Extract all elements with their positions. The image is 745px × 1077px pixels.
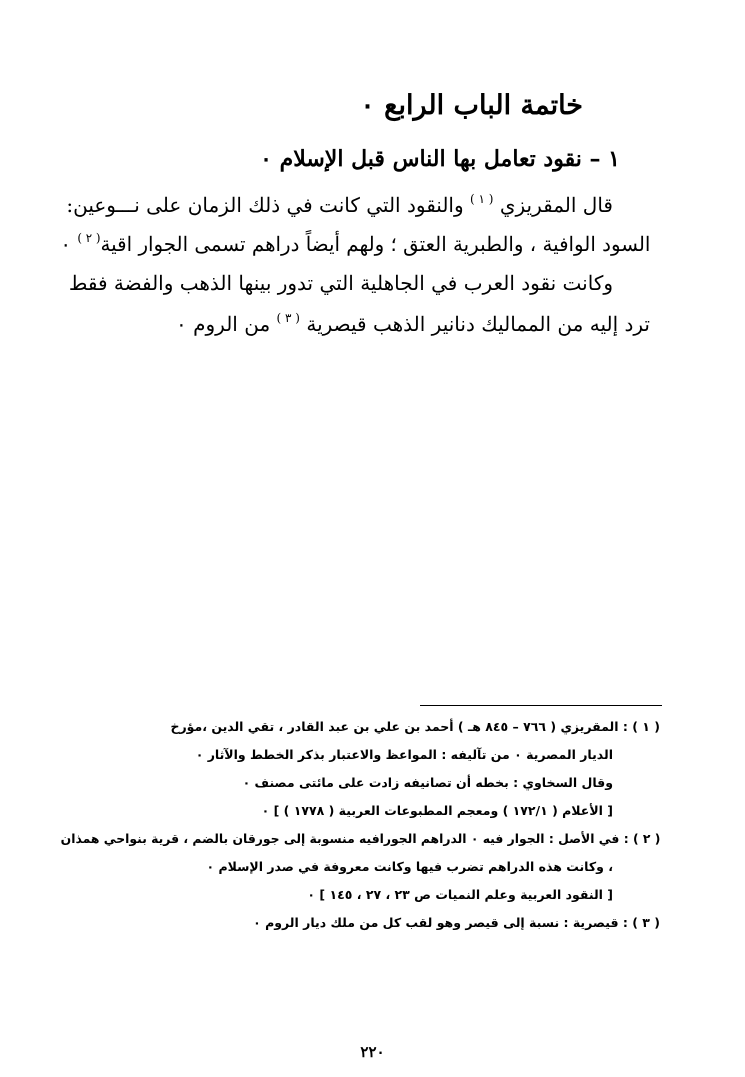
footnote-2-line-2: ، وكانت هذه الدراهم تضرب فيها وكانت معروفة في صدر الإسلام ٠ — [206, 859, 613, 874]
chapter-conclusion-heading: خاتمة الباب الرابع ٠ — [360, 90, 583, 121]
paragraph-2-line-2-text-b: من الروم ٠ — [176, 312, 271, 336]
paragraph-1-line-1-text-b: والنقود التي كانت في ذلك الزمان على نـــوعين: — [66, 193, 464, 217]
footnote-2-line-3: [ النقود العربية وعلم النميات ص ٢٣ ، ٢٧ ، ١٤٥ ] ٠ — [307, 887, 613, 902]
page-number: ٢٢٠ — [360, 1043, 385, 1061]
footnote-reference-3: ( ٣ ) — [276, 311, 300, 325]
footnote-reference-1: ( ١ ) — [470, 192, 494, 206]
paragraph-1-line-1-text-a: قال المقريزي — [499, 193, 613, 217]
paragraph-2-line-2-text-a: ترد إليه من المماليك دنانير الذهب قيصرية — [306, 312, 650, 336]
footnote-2-line-1: ( ٢ ) : في الأصل : الجوار فيه ٠ الدراهم الجورافيه منسوبة إلى جورقان بالضم ، قرية بنواحي همذان — [60, 831, 660, 846]
footnote-1-line-2: الديار المصرية ٠ من تآليفه : المواعظ والاعتبار بذكر الخطط والآثار ٠ — [195, 747, 613, 762]
paragraph-1-line-2-text-b: ٠ — [59, 232, 71, 256]
footnote-reference-2: ( ٢ ) — [76, 231, 101, 245]
paragraph-2-line-2 — [176, 311, 650, 336]
paragraph-1-line-2 — [60, 231, 650, 256]
section-heading: ١ – نقود تعامل بها الناس قبل الإسلام ٠ — [260, 146, 620, 172]
paragraph-2-line-1 — [68, 271, 613, 295]
footnote-1-line-3: وقال السخاوي : بخطه أن تصانيفه زادت على مائتى مصنف ٠ — [242, 775, 613, 790]
paragraph-1-line-2-text-a: السود الوافية ، والطبرية العتق ؛ ولهم أيضاً دراهم تسمى الجوار اقية — [100, 232, 650, 256]
footnote-separator — [420, 705, 662, 706]
footnote-1-line-4: [ الأعلام ( ١٧٢/١ ) ومعجم المطبوعات العربية ( ١٧٧٨ ) ] ٠ — [261, 803, 613, 818]
paragraph-1-line-1 — [66, 192, 613, 217]
footnote-3-line-1: ( ٣ ) : قيصرية : نسبة إلى قيصر وهو لقب كل من ملك ديار الروم ٠ — [253, 915, 660, 930]
footnote-1-line-1: ( ١ ) : المقريزي ( ٧٦٦ – ٨٤٥ هـ ) أحمد بن علي بن عبد القادر ، تقي الدين ،مؤرخ — [170, 719, 660, 734]
paragraph-2-line-1-text: وكانت نقود العرب في الجاهلية التي تدور بينها الذهب والفضة فقط — [68, 271, 613, 295]
